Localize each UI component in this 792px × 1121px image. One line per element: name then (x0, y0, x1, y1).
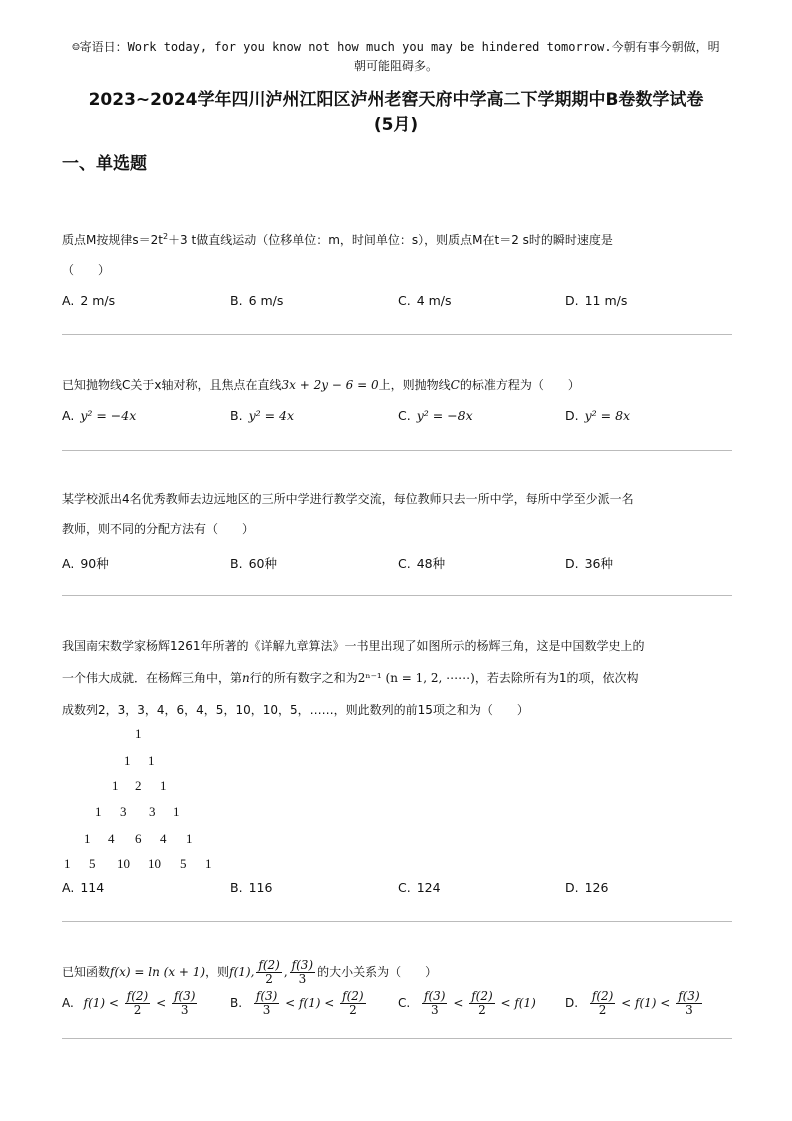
fraction-numerator: f(2) (591, 989, 614, 1003)
stem-text: 的标准方程为（ ） (459, 378, 580, 392)
option-letter: D. (565, 556, 579, 571)
option-text: 36种 (584, 556, 614, 571)
fraction-denominator: 2 (598, 1003, 607, 1017)
option-b[interactable] (230, 554, 277, 572)
fraction (172, 990, 197, 1017)
option-letter: B. (230, 556, 243, 571)
stem-text: 行的所有数字之和为 (249, 671, 358, 685)
option-letter: A. (62, 996, 74, 1010)
option-a[interactable] (62, 880, 104, 895)
question-3-stem-line-2: 教师，则不同的分配方法有（ ） (62, 522, 255, 536)
question-divider (62, 450, 732, 451)
question-3 (62, 484, 734, 544)
stem-text: ，若去除所有为1的项，依次构 (474, 671, 639, 685)
triangle-number: 1 (160, 778, 167, 793)
question-4-stem-line-3: 成数列2，3，3，4，6，4，5，10，10，5，……，则此数列的前15项之和为（ ） (62, 703, 529, 717)
fraction-numerator: f(2) (471, 989, 493, 1003)
fraction (125, 990, 150, 1017)
option-letter: C. (398, 408, 411, 423)
option-text: 11 m/s (584, 293, 628, 308)
option-a[interactable] (62, 990, 199, 1017)
triangle-number: 3 (120, 804, 127, 819)
option-math: < (156, 996, 167, 1010)
triangle-number: 1 (124, 753, 131, 768)
option-letter: A. (62, 556, 75, 571)
triangle-number: 1 (84, 831, 91, 846)
question-1 (62, 222, 734, 285)
option-letter: A. (62, 880, 75, 895)
fraction (340, 990, 365, 1017)
option-d[interactable] (565, 408, 630, 423)
triangle-number: 4 (108, 831, 115, 846)
option-c[interactable] (398, 408, 473, 423)
fraction-numerator: f(3) (255, 989, 278, 1003)
option-d[interactable] (565, 554, 613, 572)
fraction-numerator: f(2) (126, 989, 149, 1003)
triangle-number: 5 (89, 856, 96, 871)
option-letter: C. (398, 293, 411, 308)
option-text: 126 (584, 880, 609, 895)
fraction-denominator: 3 (685, 1003, 693, 1017)
question-divider (62, 1038, 732, 1039)
triangle-number: 6 (135, 831, 142, 846)
question-2-stem (62, 370, 734, 400)
fraction (290, 959, 315, 986)
option-text: 60种 (248, 556, 277, 571)
triangle-number: 1 (148, 753, 155, 768)
option-c[interactable] (398, 880, 441, 895)
stem-superscript: 2 (162, 232, 169, 241)
option-c[interactable] (398, 990, 536, 1017)
triangle-number: 10 (117, 856, 130, 871)
option-math: < (453, 996, 464, 1010)
option-text: y² = −4x (80, 408, 137, 423)
triangle-number: 2 (135, 778, 142, 793)
option-text: 48种 (416, 556, 446, 571)
option-letter: A. (62, 408, 75, 423)
triangle-number: 1 (135, 726, 142, 741)
option-text: y² = 4x (248, 408, 295, 423)
question-4-options (62, 880, 742, 900)
fraction-numerator: f(3) (291, 958, 314, 972)
option-text: y² = 8x (584, 408, 631, 423)
option-math: < f(1) < (621, 996, 671, 1010)
fraction-numerator: f(3) (678, 989, 700, 1003)
stem-text: ，则 (205, 965, 230, 979)
fraction-numerator: f(2) (258, 958, 280, 972)
question-divider (62, 595, 732, 596)
option-letter: B. (230, 408, 243, 423)
fraction (590, 990, 615, 1017)
option-text: y² = −8x (416, 408, 473, 423)
option-d[interactable] (565, 990, 704, 1017)
triangle-number: 1 (112, 778, 119, 793)
fraction-numerator: f(3) (424, 989, 446, 1003)
question-1-stem-line-2: （ ） (62, 263, 111, 277)
fraction-numerator: f(3) (173, 989, 196, 1003)
option-a[interactable] (62, 408, 136, 423)
fraction (469, 990, 494, 1017)
stem-text: 质点M按规律s＝2t (62, 233, 163, 247)
fraction (676, 990, 701, 1017)
option-text: 114 (80, 880, 105, 895)
page-title (30, 88, 762, 138)
question-2-options (62, 408, 742, 428)
option-d[interactable] (565, 880, 608, 895)
section-heading: 一、单选题 (62, 154, 147, 174)
stem-text: 一个伟大成就．在杨辉三角中，第 (62, 671, 243, 685)
triangle-number: 1 (205, 856, 212, 871)
motto-line-2: 朝可能阻碍多。 (353, 59, 438, 73)
fraction-denominator: 2 (133, 1003, 142, 1017)
stem-text: 的大小关系为（ ） (317, 965, 438, 979)
option-text: 2 m/s (80, 293, 116, 308)
fraction (422, 990, 447, 1017)
option-c[interactable] (398, 554, 445, 572)
option-b[interactable] (230, 408, 294, 423)
option-math: < f(1) < (285, 996, 335, 1010)
option-text: 4 m/s (416, 293, 452, 308)
option-b[interactable] (230, 880, 272, 895)
fraction-denominator: 3 (262, 1003, 271, 1017)
option-text: 90种 (80, 556, 109, 571)
option-letter: C. (398, 556, 411, 571)
fraction (254, 990, 279, 1017)
triangle-number: 4 (160, 831, 167, 846)
option-letter: C. (398, 996, 411, 1010)
question-5 (62, 954, 734, 990)
triangle-number: 5 (180, 856, 187, 871)
triangle-number: 1 (64, 856, 71, 871)
option-letter: B. (230, 996, 243, 1010)
option-text: 6 m/s (248, 293, 284, 308)
question-5-stem (62, 954, 734, 990)
stem-math: C (450, 378, 460, 392)
title-line-2: (5月) (373, 115, 419, 135)
stem-math: n (242, 671, 250, 685)
option-letter: D. (565, 880, 579, 895)
stem-math: 2ⁿ⁻¹ (n = 1, 2, ⋯⋯) (357, 671, 475, 685)
triangle-number: 3 (149, 804, 156, 819)
option-a[interactable] (62, 554, 109, 572)
stem-text: 上，则抛物线 (378, 378, 451, 392)
stem-math: f(x) = ln (x + 1) (110, 965, 206, 979)
stem-math: 3x + 2y − 6 = 0 (281, 378, 379, 392)
option-letter: B. (230, 293, 243, 308)
fraction-denominator: 3 (298, 972, 307, 986)
triangle-number: 1 (186, 831, 193, 846)
stem-text: 已知函数 (62, 965, 111, 979)
question-5-options (62, 990, 742, 1024)
motto-line-1: ☺寄语日：Work today, for you know not how much you may be hindered tomorrow.今朝有事今朝做，明 (72, 40, 720, 54)
fraction-denominator: 2 (349, 1003, 357, 1017)
question-3-stem-line-1: 某学校派出4名优秀教师去边远地区的三所中学进行教学交流，每位教师只去一所中学，每所中学至少派一名 (62, 492, 634, 506)
triangle-number: 10 (148, 856, 161, 871)
option-b[interactable] (230, 293, 283, 308)
option-letter: B. (230, 880, 243, 895)
fraction-denominator: 2 (265, 972, 273, 986)
option-letter: D. (565, 996, 579, 1010)
motto (40, 38, 752, 76)
option-math: < f(1) (500, 996, 536, 1010)
option-c[interactable] (398, 293, 452, 308)
fraction-numerator: f(2) (342, 989, 364, 1003)
option-b[interactable] (230, 990, 368, 1017)
option-letter: A. (62, 293, 75, 308)
question-1-options (62, 293, 742, 313)
option-a[interactable] (62, 293, 115, 308)
stem-math: , (283, 965, 288, 979)
stem-text: ＋3 t做直线运动（位移单位：m，时间单位：s），则质点M在t＝2 s时的瞬时速度是 (168, 233, 613, 247)
option-text: 116 (248, 880, 273, 895)
stem-math: f(1), (229, 965, 255, 979)
fraction-denominator: 3 (430, 1003, 439, 1017)
option-letter: D. (565, 293, 579, 308)
question-4-stem-line-2 (62, 662, 734, 694)
fraction (256, 959, 281, 986)
question-4-stem-line-1: 我国南宋数学家杨辉1261年所著的《详解九章算法》一书里出现了如图所示的杨辉三角，这是中国数学史上的 (62, 639, 645, 653)
option-d[interactable] (565, 293, 627, 308)
question-1-stem (62, 222, 734, 255)
fraction-denominator: 2 (478, 1003, 486, 1017)
stem-text: 已知抛物线C关于x轴对称，且焦点在直线 (62, 378, 282, 392)
question-divider (62, 921, 732, 922)
option-math: f(1) < (83, 996, 119, 1010)
question-2 (62, 370, 734, 400)
fraction-denominator: 3 (180, 1003, 189, 1017)
question-3-options (62, 554, 742, 574)
title-line-1: 2023~2024学年四川泸州江阳区泸州老窖天府中学高二下学期期中B卷数学试卷 (88, 90, 704, 110)
triangle-number: 1 (95, 804, 102, 819)
option-letter: D. (565, 408, 579, 423)
option-letter: C. (398, 880, 411, 895)
triangle-number: 1 (173, 804, 180, 819)
question-divider (62, 334, 732, 335)
option-text: 124 (416, 880, 441, 895)
question-4 (62, 630, 734, 726)
